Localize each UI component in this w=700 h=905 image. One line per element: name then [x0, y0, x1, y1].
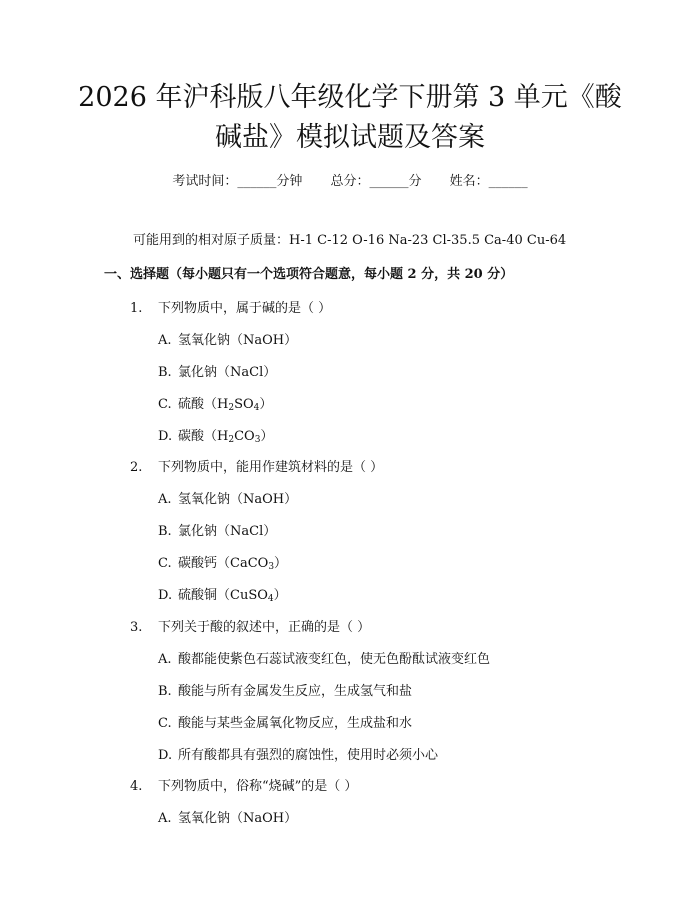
option-text: 硫酸铜（CuSO$_4$） — [178, 588, 287, 604]
question-3-option-b — [158, 680, 412, 699]
title-line-1: 2026 年沪科版八年级化学下册第 3 单元《酸 — [78, 82, 622, 113]
question-1 — [130, 297, 331, 316]
question-3-option-d — [158, 744, 438, 763]
exam-time: 考试时间：______分钟 — [172, 174, 303, 189]
option-text: 氢氧化钠（NaOH） — [178, 811, 298, 826]
option-letter: A. — [158, 492, 172, 507]
question-4-option-a — [158, 807, 297, 826]
question-1-option-c — [158, 393, 272, 413]
question-2-option-b — [158, 520, 276, 539]
option-letter: A. — [158, 333, 172, 348]
exam-score: 总分：______分 — [330, 174, 422, 189]
atomic-mass-note: 可能用到的相对原子质量：H-1 C-12 O-16 Na-23 Cl-35.5 Ca-40 Cu-64 — [133, 233, 567, 248]
option-letter: C. — [158, 716, 172, 731]
option-text: 碳酸$(H_2CO_3)$ — [178, 429, 274, 445]
question-1-option-d — [158, 425, 273, 445]
question-2 — [130, 456, 383, 475]
option-text: 所有酸都具有强烈的腐蚀性，使用时必须小心 — [178, 748, 439, 763]
question-number: 4. — [130, 779, 143, 794]
option-text: 酸能与所有金属发生反应，生成氢气和盐 — [178, 684, 413, 699]
option-text: 氢氧化钠（NaOH） — [178, 333, 298, 348]
question-1-option-a — [158, 329, 297, 348]
option-text: 酸能与某些金属氧化物反应，生成盐和水 — [178, 716, 413, 731]
section-heading: 一、选择题（每小题只有一个选项符合题意，每小题 2 分，共 20 分） — [104, 267, 514, 282]
option-letter: A. — [158, 652, 172, 667]
option-letter: D. — [158, 748, 173, 763]
question-text: 下列物质中，属于碱的是（ ） — [158, 301, 332, 316]
exam-meta — [0, 170, 700, 189]
question-3 — [130, 616, 370, 635]
option-text: 酸都能使紫色石蕊试液变红色，使无色酚酞试液变红色 — [178, 652, 491, 667]
question-text: 下列关于酸的叙述中，正确的是（ ） — [158, 620, 371, 635]
option-text: 硫酸$(H_2SO_4)$ — [178, 397, 273, 413]
page-title — [60, 78, 640, 158]
question-number: 3. — [130, 620, 143, 635]
option-letter: C. — [158, 556, 172, 571]
question-number: 2. — [130, 460, 143, 475]
option-text: 碳酸钙（CaCO$_3$） — [178, 556, 288, 572]
option-text: 氢氧化钠（NaOH） — [178, 492, 298, 507]
question-3-option-a — [158, 648, 490, 667]
student-name: 姓名：______ — [449, 174, 528, 189]
question-2-option-a — [158, 488, 297, 507]
option-letter: D. — [158, 429, 173, 444]
question-2-option-c — [158, 552, 287, 572]
option-letter: B. — [158, 365, 172, 380]
question-4 — [130, 775, 357, 794]
question-text: 下列物质中，俗称“烧碱”的是（ ） — [158, 779, 358, 794]
option-text: 氯化钠（NaCl） — [178, 365, 277, 380]
question-text: 下列物质中，能用作建筑材料的是（ ） — [158, 460, 384, 475]
question-3-option-c — [158, 712, 412, 731]
question-2-option-d — [158, 584, 287, 604]
option-letter: B. — [158, 684, 172, 699]
option-letter: C. — [158, 397, 172, 412]
question-1-option-b — [158, 361, 276, 380]
option-letter: D. — [158, 588, 173, 603]
option-letter: A. — [158, 811, 172, 826]
option-letter: B. — [158, 524, 172, 539]
option-text: 氯化钠（NaCl） — [178, 524, 277, 539]
title-line-2: 碱盐》模拟试题及答案 — [215, 122, 485, 153]
question-number: 1. — [130, 301, 143, 316]
